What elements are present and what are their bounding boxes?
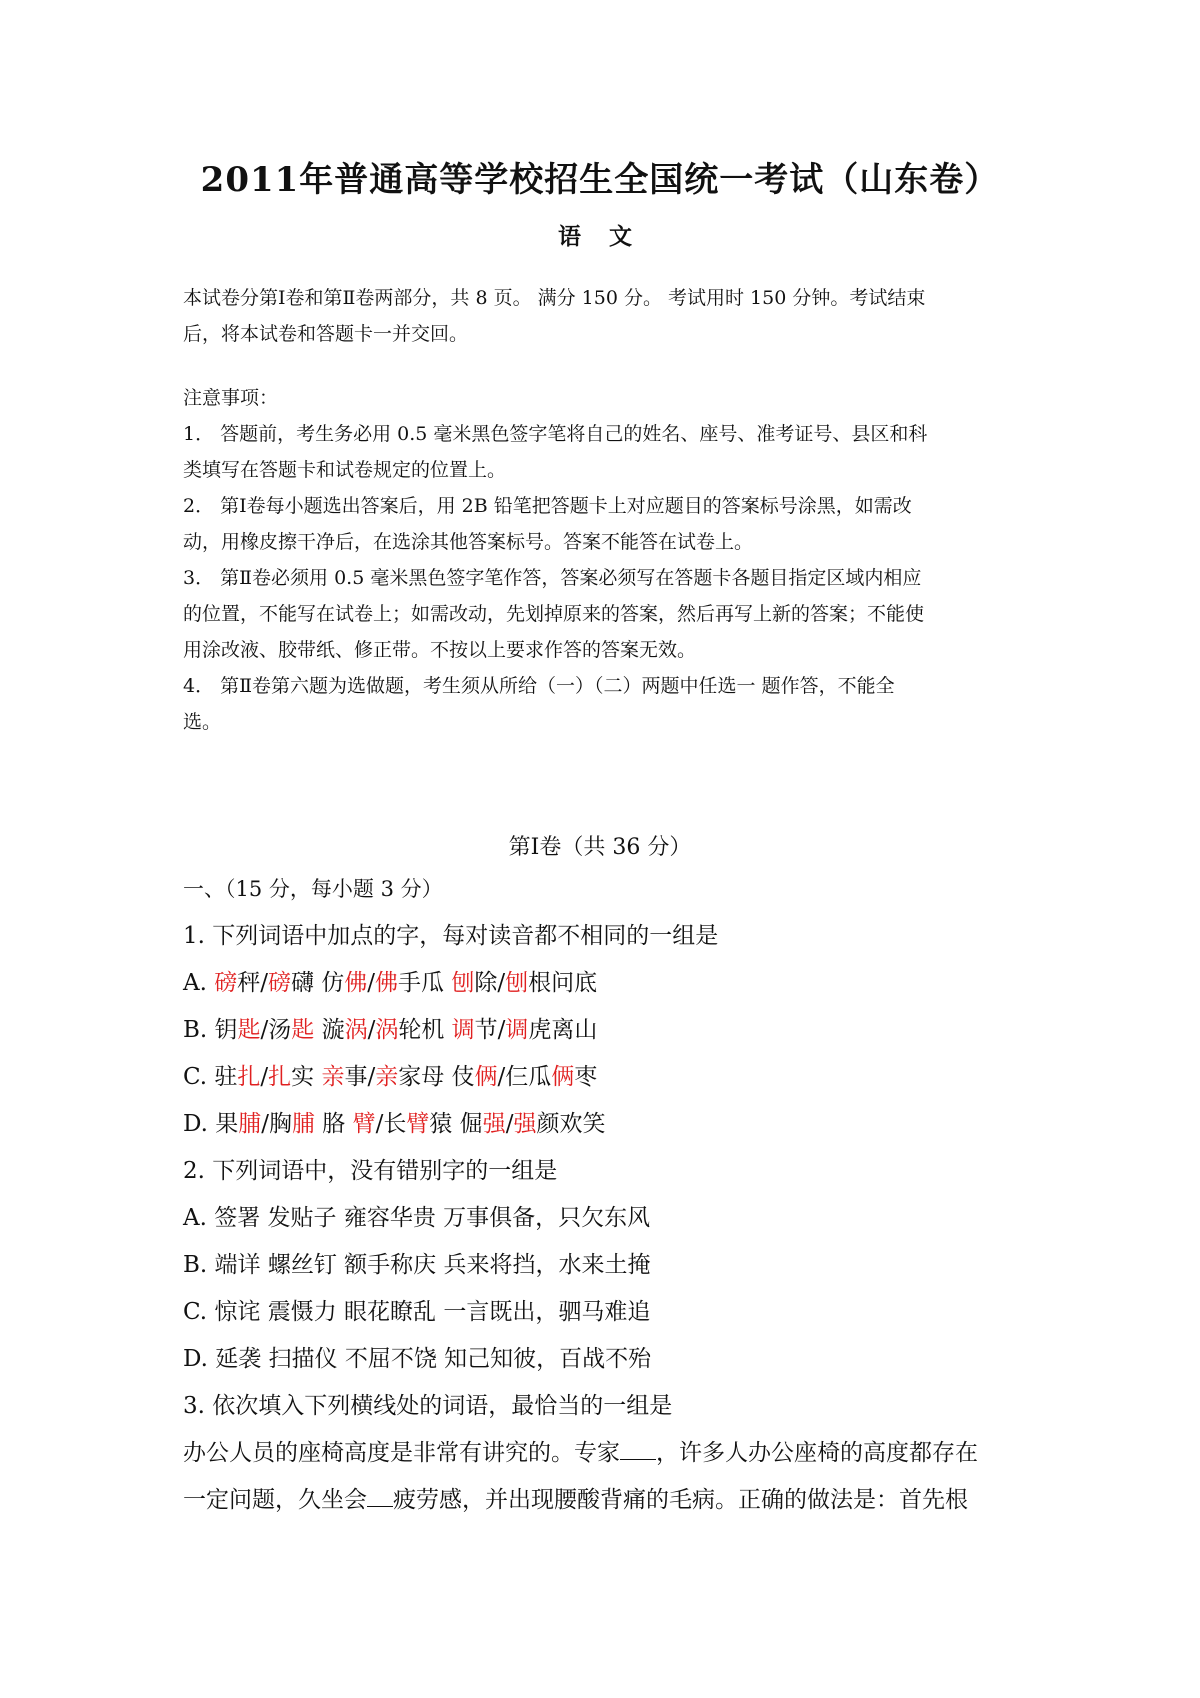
notice-item-3-line-2: 的位置，不能写在试卷上；如需改动，先划掉原来的答案，然后再写上新的答案；不能使 (183, 603, 925, 625)
option-text: 枣 (574, 1064, 598, 1090)
intro-line-1: 本试卷分第Ⅰ卷和第Ⅱ卷两部分，共 8 页。 满分 150 分。 考试用时 150 分钟。考试结束 (183, 287, 926, 309)
option-text: /仨瓜 (497, 1064, 552, 1090)
notice-item-2-line-2: 动，用橡皮擦干净后，在选涂其他答案标号。答案不能答在试卷上。 (183, 531, 754, 553)
dotted-char: 调 (451, 1017, 475, 1043)
notice-item-4-line-2: 选。 (183, 711, 222, 733)
notice-item-2 (183, 488, 1025, 560)
intro-paragraph (183, 280, 1025, 352)
question-1-option-a (183, 960, 1043, 1007)
option-label: A. (183, 970, 215, 996)
notice-item-4-line-1: 4． 第Ⅱ卷第六题为选做题，考生须从所给（一）（二）两题中任选一 题作答，不能全 (183, 675, 895, 697)
dotted-char: 臂 (406, 1111, 430, 1137)
passage-text: 疲劳感，并出现腰酸背痛的毛病。正确的做法是：首先根 (393, 1487, 968, 1513)
dotted-char: 刨 (505, 970, 529, 996)
option-label: D. 果 (183, 1111, 239, 1137)
option-label: B. 钥 (183, 1017, 238, 1043)
fill-blank-1 (620, 1439, 656, 1460)
notice-item-1-line-1: 1． 答题前，考生务必用 0.5 毫米黑色签字笔将自己的姓名、座号、准考证号、县区和科 (183, 423, 928, 445)
question-1-option-b (183, 1007, 1043, 1054)
question-1 (183, 913, 1043, 1148)
option-text: 礴 仿 (290, 970, 345, 996)
dotted-char: 强 (513, 1111, 537, 1137)
question-1-option-c (183, 1054, 1043, 1101)
option-text: 颜欢笑 (536, 1111, 606, 1137)
passage-text: ，许多人办公座椅的高度都存在 (656, 1440, 978, 1466)
question-3 (183, 1383, 1043, 1524)
dotted-char: 亲 (375, 1064, 399, 1090)
option-text: 猿 倔 (429, 1111, 483, 1137)
option-text: 节/ (474, 1017, 506, 1043)
notice-item-3-line-1: 3． 第Ⅱ卷必须用 0.5 毫米黑色签字笔作答，答案必须写在答题卡各题目指定区域内相应 (183, 567, 922, 589)
question-2 (183, 1148, 1043, 1383)
dotted-char: 涡 (344, 1017, 368, 1043)
question-2-stem: 2. 下列词语中，没有错别字的一组是 (183, 1158, 558, 1184)
notice-section (183, 380, 1025, 740)
dotted-char: 磅 (214, 970, 238, 996)
option-text: /长 (375, 1111, 407, 1137)
dotted-char: 脯 (292, 1111, 315, 1137)
notice-item-2-line-1: 2． 第Ⅰ卷每小题选出答案后，用 2B 铅笔把答题卡上对应题目的答案标号涂黑，如需改 (183, 495, 912, 517)
option-text: 手瓜 (398, 970, 452, 996)
option-text: 家母 伎 (398, 1064, 475, 1090)
option-text: / (505, 1111, 514, 1137)
dotted-char: 脯 (238, 1111, 262, 1137)
option-text: /胸 (261, 1111, 292, 1137)
dotted-char: 匙 (291, 1017, 315, 1043)
exam-subject: 语 文 (557, 223, 642, 250)
question-1-stem: 1. 下列词语中加点的字，每对读音都不相同的一组是 (183, 923, 719, 949)
option-text: / (367, 970, 376, 996)
option-text: /汤 (260, 1017, 292, 1043)
passage-text: 办公人员的座椅高度是非常有讲究的。专家 (183, 1440, 620, 1466)
fill-blank-2 (367, 1486, 393, 1507)
question-2-option-d: D. 延袭 扫描仪 不屈不饶 知己知彼，百战不殆 (183, 1346, 652, 1372)
option-text: 根问底 (528, 970, 598, 996)
notice-item-3-line-3: 用涂改液、胶带纸、修正带。不按以上要求作答的答案无效。 (183, 639, 697, 661)
option-text: 秤/ (237, 970, 268, 996)
option-text: 虎离山 (528, 1017, 598, 1043)
section-title: 第Ⅰ卷（共 36 分） (508, 835, 692, 860)
dotted-char: 亲 (321, 1064, 345, 1090)
intro-line-2: 后，将本试卷和答题卡一并交回。 (183, 323, 469, 345)
dotted-char: 调 (505, 1017, 529, 1043)
question-2-option-b: B. 端详 螺丝钉 额手称庆 兵来将挡，水来土掩 (183, 1252, 651, 1278)
exam-title: 2011年普通高等学校招生全国统一考试（山东卷） (200, 160, 1000, 200)
part-one-header-text: 一、（15 分，每小题 3 分） (183, 877, 443, 901)
notice-item-1 (183, 416, 1025, 488)
question-3-passage-line-2 (183, 1477, 1043, 1524)
dotted-char: 扎 (237, 1064, 261, 1090)
dotted-char: 扎 (268, 1064, 292, 1090)
option-text: 除/ (474, 970, 506, 996)
notice-item-4 (183, 668, 1025, 740)
notice-item-1-line-2: 类填写在答题卡和试卷规定的位置上。 (183, 459, 507, 481)
dotted-char: 佛 (344, 970, 368, 996)
option-text: 漩 (314, 1017, 345, 1043)
option-text: / (260, 1064, 269, 1090)
question-2-option-c: C. 惊诧 震慑力 眼花瞭乱 一言既出，驷马难追 (183, 1299, 651, 1325)
dotted-char: 俩 (551, 1064, 575, 1090)
option-text: 胳 (315, 1111, 353, 1137)
dotted-char: 磅 (267, 970, 291, 996)
notice-heading: 注意事项： (183, 387, 279, 409)
dotted-char: 涡 (375, 1017, 399, 1043)
passage-text: 一定问题，久坐会 (183, 1487, 367, 1513)
question-2-option-a: A. 签署 发贴子 雍容华贵 万事俱备，只欠东风 (183, 1205, 651, 1231)
question-1-option-d (183, 1101, 1043, 1148)
option-label: C. 驻 (183, 1064, 238, 1090)
option-text: / (367, 1017, 376, 1043)
option-text: 实 (291, 1064, 322, 1090)
dotted-char: 俩 (474, 1064, 498, 1090)
dotted-char: 刨 (451, 970, 475, 996)
dotted-char: 匙 (237, 1017, 261, 1043)
dotted-char: 佛 (375, 970, 399, 996)
option-text: 轮机 (398, 1017, 452, 1043)
dotted-char: 臂 (352, 1111, 376, 1137)
question-3-passage-line-1 (183, 1430, 1043, 1477)
notice-item-3 (183, 560, 1025, 668)
dotted-char: 强 (482, 1111, 506, 1137)
option-text: 事/ (344, 1064, 376, 1090)
question-3-stem: 3. 依次填入下列横线处的词语，最恰当的一组是 (183, 1393, 673, 1419)
part-one-header (183, 866, 1043, 913)
